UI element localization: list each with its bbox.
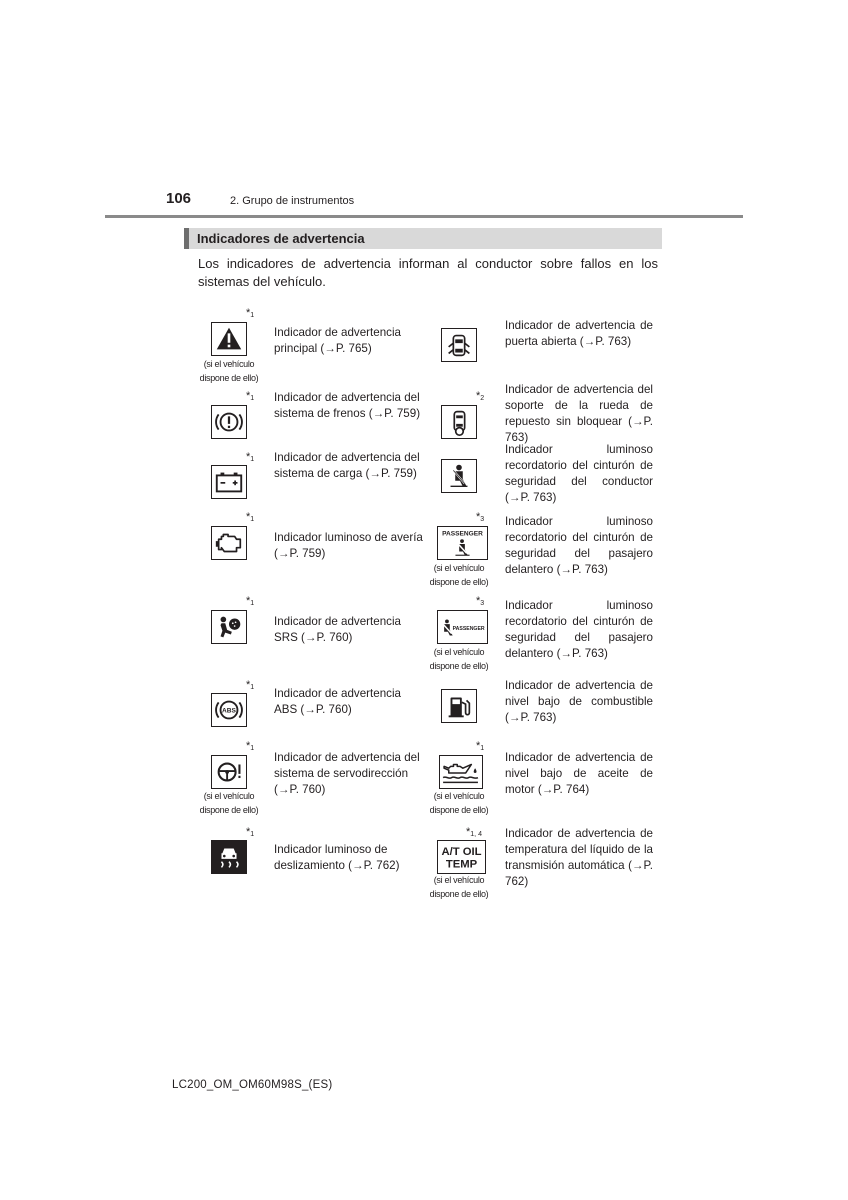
availability-note: (si el vehículo dispone de ello)	[199, 359, 259, 383]
driver-seatbelt-icon	[441, 459, 477, 493]
indicator-description: Indicador luminoso recordatorio del cinturón de seguridad del conductor (→P. 763)	[505, 443, 653, 504]
passenger-label: PASSENGER	[442, 530, 483, 538]
brake-system-icon	[211, 405, 247, 439]
door-open-icon	[441, 328, 477, 362]
indicator-description: Indicador de advertencia ABS (→P. 760)	[274, 687, 401, 716]
availability-note: (si el vehículo dispone de ello)	[429, 791, 489, 815]
indicator-description: Indicador de advertencia del soporte de la rueda de repuesto sin bloquear (→P. 763)	[505, 383, 653, 444]
page-number: 106	[166, 190, 192, 207]
indicator-description: Indicador luminoso de avería (→P. 759)	[274, 531, 423, 560]
indicator-description: Indicador de advertencia del sistema de frenos (→P. 759)	[274, 391, 421, 420]
footnote-marker: $*_3$	[476, 511, 485, 523]
temp-label: TEMP	[445, 858, 478, 871]
footnote-marker: $*_2$	[476, 390, 485, 402]
footnote-marker: $*_1$	[246, 679, 255, 691]
footnote-marker: $*_1$	[246, 826, 255, 838]
header-rule	[105, 215, 743, 218]
indicator-description: Indicador de advertencia de nivel bajo de aceite de motor (→P. 764)	[505, 751, 653, 796]
indicator-description: Indicador de advertencia principal (→P. 765)	[274, 326, 401, 355]
section-header	[184, 228, 662, 249]
passenger-seatbelt-icon	[437, 526, 488, 560]
section-marker	[184, 228, 189, 249]
footnote-marker: $*_1$	[246, 595, 255, 607]
abs-label: ABS	[222, 707, 236, 715]
footnote-marker: $*_{1, 4}$	[466, 826, 482, 838]
slip-indicator-icon	[211, 840, 247, 874]
abs-icon	[211, 693, 247, 727]
indicator-description: Indicador luminoso recordatorio del cinturón de seguridad del pasajero delantero (→P. 763)	[505, 515, 653, 576]
at-oil-temp-icon	[437, 840, 486, 874]
availability-note: (si el vehículo dispone de ello)	[429, 875, 489, 899]
srs-airbag-icon	[211, 610, 247, 644]
section-title: Indicadores de advertencia	[197, 231, 365, 246]
intro-paragraph: Los indicadores de advertencia informan al conductor sobre fallos en los sistemas del vehículo.	[198, 256, 658, 289]
at-oil-label: A/T OIL	[441, 846, 482, 859]
footnote-marker: $*_3$	[476, 595, 485, 607]
power-steering-icon	[211, 755, 247, 789]
footnote-marker: $*_1$	[246, 390, 255, 402]
footnote-marker: $*_1$	[476, 740, 485, 752]
warning-triangle-icon	[211, 322, 247, 356]
footnote-marker: $*_1$	[246, 740, 255, 752]
low-fuel-icon	[441, 689, 477, 723]
indicator-description: Indicador de advertencia de temperatura del líquido de la transmisión automática (→P. 762)	[505, 827, 653, 888]
availability-note: (si el vehículo dispone de ello)	[429, 563, 489, 587]
engine-malfunction-icon	[211, 526, 247, 560]
indicator-description: Indicador luminoso de deslizamiento (→P. 762)	[274, 843, 400, 872]
footnote-marker: $*_1$	[246, 451, 255, 463]
footnote-marker: $*_1$	[246, 307, 255, 319]
document-code: LC200_OM_OM60M98S_(ES)	[172, 1079, 333, 1091]
indicator-description: Indicador de advertencia del sistema de carga (→P. 759)	[274, 451, 420, 480]
indicator-description: Indicador de advertencia de puerta abierta (→P. 763)	[505, 319, 653, 348]
battery-charge-icon	[211, 465, 247, 499]
low-oil-level-icon	[439, 755, 483, 789]
chapter-title: 2. Grupo de instrumentos	[230, 195, 355, 207]
footnote-marker: $*_1$	[246, 511, 255, 523]
indicator-description: Indicador de advertencia de nivel bajo de combustible (→P. 763)	[505, 679, 653, 724]
indicator-description: Indicador luminoso recordatorio del cinturón de seguridad del pasajero delantero (→P. 763)	[505, 599, 653, 660]
spare-tire-carrier-icon	[441, 405, 477, 439]
passenger-label: PASSENGER	[452, 625, 485, 632]
availability-note: (si el vehículo dispone de ello)	[429, 647, 489, 671]
indicator-description: Indicador de advertencia SRS (→P. 760)	[274, 615, 401, 644]
availability-note: (si el vehículo dispone de ello)	[199, 791, 259, 815]
indicator-description: Indicador de advertencia del sistema de servodirección (→P. 760)	[274, 751, 420, 796]
passenger-seatbelt-alt-icon	[437, 610, 488, 644]
